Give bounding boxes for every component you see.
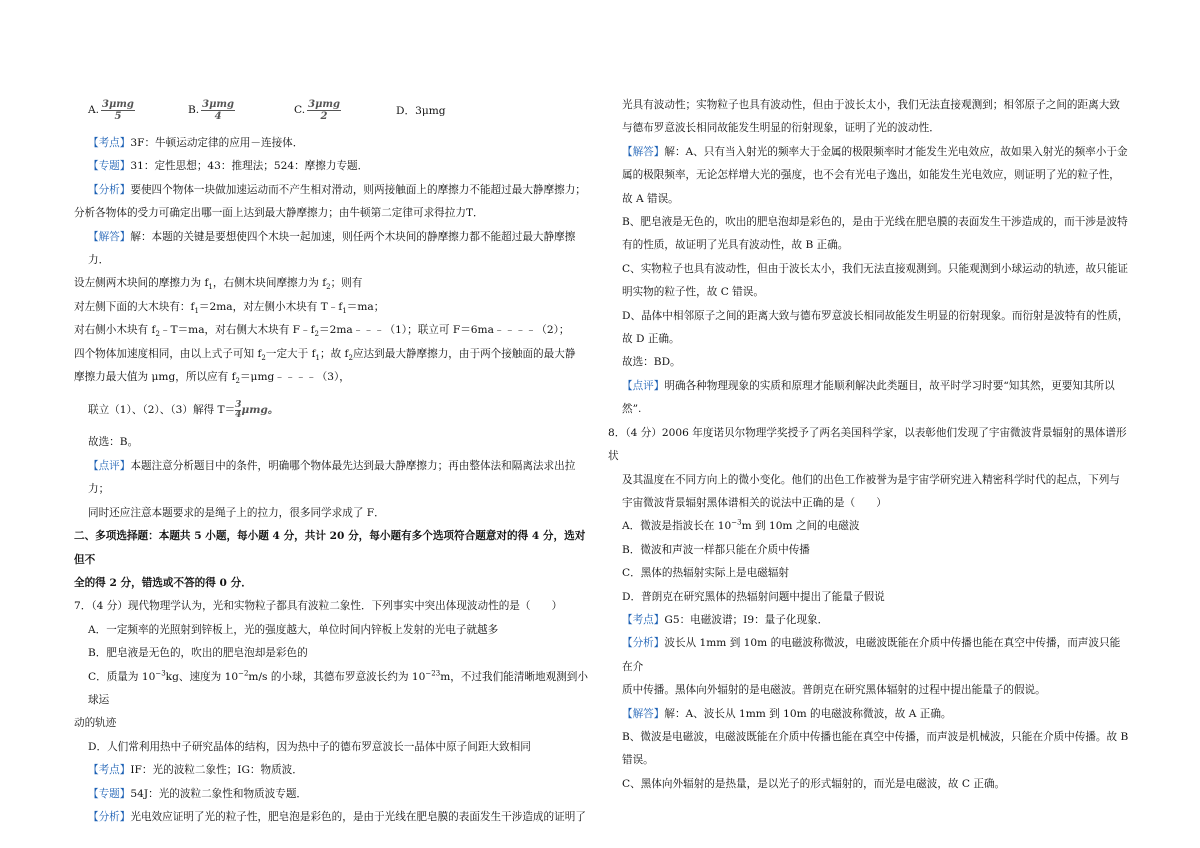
q8-kaodian [622,609,1130,632]
text: m 到 10m 之间的电磁波 [741,520,860,533]
q7-option-d: D．人们常利用热中子研究晶体的结构，因为热中子的德布罗意波长一晶体中原子间距大致相同 [88,740,531,753]
jieda-tag: 【解答】 [622,707,665,720]
fenxi-text: 光电效应证明了光的粒子性，肥皂泡是彩色的，是由于光线在肥皂膜的表面发生干涉造成的证明了 [130,810,586,823]
superscript: −23 [425,669,441,677]
num: 3 [235,399,242,410]
section2-heading: 二、多项选择题：本题共 5 小题，每小题 4 分，共计 20 分，每小题有多个选项符合题意对的得 4 分，选对但不 [74,530,586,566]
zhuanti-text: 31：定性思想；43：推理法；524：摩擦力专题． [130,160,369,173]
q7-jieda-a-end: 故 A 错误。 [622,192,679,205]
text: ﹣T＝ma，对右侧大木块有 F﹣f [159,324,315,337]
kaodian-text: IF：光的波粒二象性；IG：物质波． [130,764,303,777]
subscript: 1 [342,306,347,315]
q7-jieda-c-end: 明实物的粒子性，故 C 错误。 [622,286,764,299]
jieda-text: 解：A、波长从 1mm 到 10m 的电磁波称微波，故 A 正确。 [664,707,952,720]
q7-option-c [88,666,593,713]
jieda-tag: 【解答】 [622,145,665,158]
jieda-text: 解：A、只有当入射光的频率大于金属的极限频率时才能发生光电效应，故如果入射光的频率小于金 [664,145,1128,158]
text: kg、速度为 10 [165,670,239,683]
dianping-text: 本题注意分析题目中的条件，明确哪个物体最先达到最大静摩擦力；再由整体法和隔离法求出拉力； [88,459,576,496]
dianping-text: 明确各种物理现象的实质和原理才能顺利解决此类题目，故平时学习时要“知其然，更要知其所以 [664,379,1115,392]
zhuanti-tag: 【专题】 [88,160,131,173]
q8-stem: 8．（4 分）2006 年度诺贝尔物理学奖授予了两名美国科学家，以表彰他们发现了宇宙微波背景辐射的黑体谱形状 [608,426,1127,463]
result-tail: μmg。 [241,404,279,417]
q6-option-b [188,99,294,122]
q8-option-a [622,515,1130,538]
text: ＝ma； [346,300,385,313]
fenxi-tag: 【分析】 [88,183,131,196]
q8-option-d: D．普朗克在研究黑体的热辐射问题中提出了能量子假说 [622,590,885,603]
q7-jieda-d-end: 故 D 正确。 [622,333,680,346]
text: 四个物体加速度相同，由以上式子可知 f [74,347,262,360]
superscript: −2 [238,669,249,677]
fenxi-text: 波长从 1mm 到 10m 的电磁波称微波，电磁波既能在介质中传播也能在真空中传播，而声波只能在介 [622,637,1121,673]
q7-option-a: A．一定频率的光照射到锌板上，光的强度越大，单位时间内锌板上发射的光电子就越多 [88,623,499,636]
q7-kaodian [88,759,593,782]
kaodian-tag: 【考点】 [88,764,131,777]
q7-fenxi-cont-2: 与德布罗意波长相同故能发生明显的衍射现象，证明了光的波动性． [622,122,940,135]
subscript: 1 [315,353,320,362]
q6-zhuanti [88,155,593,178]
text: ＝2ma﹣﹣﹣（1）；联立可 F＝6ma﹣﹣﹣﹣（2）； [319,324,570,337]
jieda-text: 解：本题的关键是要想使四个木块一起加速，则任两个木块间的静摩擦力都不能超过最大静摩擦力． [88,230,576,267]
option-d-label: D．3μmg [396,104,446,117]
q7-jieda-b: B、肥皂液是无色的，吹出的肥皂泡却是彩色的，是由于光线在肥皂膜的表面发生干涉造成的，而干涉是波特 [622,216,1128,229]
dianping-tag: 【点评】 [622,379,665,392]
subscript: 2 [155,330,160,339]
option-a-num: 3μmg [102,98,134,110]
text: ；故 f [320,347,349,360]
option-a-fraction [101,99,135,122]
q7-option-b: B．肥皂液是无色的，吹出的肥皂泡却是彩色的 [88,647,308,660]
q8-jieda-c: C、黑体向外辐射的是热量，是以光子的形式辐射的，而光是电磁波，故 C 正确。 [622,777,1006,790]
text: ；则有 [330,277,363,290]
q7-zhuanti [88,783,593,806]
q8-jieda-b-end: 错误。 [622,754,654,767]
q6-kaodian [88,132,593,155]
q8-fenxi [622,632,1130,679]
text: m/s 的小球，其德布罗意波长约为 10 [248,670,426,683]
q8-fenxi-cont: 质中传播。黑体向外辐射的是电磁波。普朗克在研究黑体辐射的过程中提出能量子的假说。 [622,684,1046,697]
subscript: 1 [208,283,213,292]
q7-jieda-d: D、晶体中相邻原子之间的距离大致与德布罗意波长相同故能发生明显的衍射现象。而衍射是波特有的性质， [622,309,1129,322]
subscript: 2 [261,353,266,362]
kaodian-tag: 【考点】 [622,613,665,626]
q8-jieda-b: B、微波是电磁波，电磁波既能在介质中传播也能在真空中传播，而声波是机械波，只能在介质中传播。故 B [622,730,1129,743]
dianping-tag: 【点评】 [88,459,131,472]
text: 设左侧两木块间的摩擦力为 f [74,277,209,290]
text: 联立（1）、（2）、（3）解得 T＝ [88,404,236,417]
text: ，右侧木块间摩擦力为 f [212,277,327,290]
subscript: 2 [235,377,240,386]
right-column [608,94,1130,796]
q6-option-d [396,103,446,118]
q7-jieda-c: C、实物粒子也具有波动性，但由于波长太小，我们无法直接观测到。只能观测到小球运动的轨迹，故只能证 [622,262,1129,275]
zhuanti-text: 54J：光的波粒二象性和物质波专题． [130,787,308,800]
text: ＝2ma，对左侧小木块有 T﹣f [198,300,343,313]
zhuanti-tag: 【专题】 [88,787,131,800]
fenxi-text: 要使四个物体一块做加速运动而不产生相对滑动，则两接触面上的摩擦力不能超过最大静摩擦力； [130,183,586,196]
superscript: −3 [731,518,742,527]
text: m，不过我们能清晰地观测到小球运 [88,670,588,706]
text: 一定大于 f [265,347,316,360]
option-b-num: 3μmg [202,98,235,110]
q6-guxuan: 故选：B。 [88,436,139,449]
den: 4 [235,409,242,420]
superscript: −3 [155,669,166,677]
q6-fenxi-cont: 分析各物体的受力可确定出哪一面上达到最大静摩擦力；由牛顿第二定律可求得拉力T． [74,207,484,220]
kaodian-text: G5：电磁波谱；I9：量子化现象． [664,613,829,626]
option-c-label: C. [294,104,306,116]
q6-options-row [88,88,593,132]
q8-jieda [622,703,1130,726]
q7-dianping-cont: 然”. [622,403,642,416]
q7-dianping [622,375,1130,398]
option-b-label: B. [188,104,200,116]
q6-dianping-cont: 同时还应注意本题要求的是绳子上的拉力，很多同学求成了 F． [88,506,385,519]
q7-jieda-b-end: 有的性质，故证明了光具有波动性，故 B 正确。 [622,239,849,252]
text: A．微波是指波长在 10 [622,520,732,533]
q6-line-b [74,296,593,319]
option-b-fraction [201,99,235,122]
subscript: 2 [348,353,353,362]
section2-heading-cont: 全的得 2 分，错选或不答的得 0 分． [74,576,252,589]
text: ＝μmg﹣﹣﹣﹣（3）， [239,371,350,384]
kaodian-text: 3F：牛顿运动定律的应用－连接体． [130,137,304,149]
q6-lianli [88,395,593,425]
q6-line-c [74,319,593,342]
q7-fenxi [88,806,593,829]
option-c-den: 2 [320,110,328,122]
q7-fenxi-cont-1: 光具有波动性；实物粒子也具有波动性，但由于波长太小，我们无法直接观测到；相邻原子之间的距离大致 [622,99,1120,111]
jieda-tag: 【解答】 [88,230,131,243]
q7-jieda-cont: 属的极限频率，无论怎样增大光的强度，也不会有光电子逸出，如能发生光电效应，则证明了光的粒子性， [622,169,1120,182]
text: 对左侧下面的大木块有：f [74,300,195,313]
subscript: 2 [326,283,331,292]
q6-fenxi [88,179,593,202]
fenxi-tag: 【分析】 [88,810,131,823]
q7-guxuan: 故选：BD。 [622,356,681,369]
q6-jieda [88,226,593,273]
option-c-num: 3μmg [308,98,340,110]
subscript: 2 [314,330,319,339]
text: 摩擦力最大值为 μmg，所以应有 f [74,371,236,384]
option-a-den: 5 [114,110,122,122]
q6-dianping [88,455,593,502]
q7-option-c-cont: 动的轨迹 [74,717,117,730]
fenxi-tag: 【分析】 [622,637,665,650]
q6-line-d [74,343,593,366]
q6-line-e [74,366,593,389]
q8-option-b: B．微波和声波一样都只能在介质中传播 [622,543,810,556]
option-c-fraction [307,99,341,122]
q8-stem-cont-1: 及其温度在不同方向上的微小变化。他们的出色工作被誉为是宇宙学研究进入精密科学时代的起点，下列与 [622,473,1120,486]
left-column [74,88,593,829]
subscript: 1 [194,306,199,315]
text: C．质量为 10 [88,670,156,683]
option-a-label: A. [88,104,100,116]
kaodian-tag: 【考点】 [88,137,131,149]
q6-option-c [294,99,396,122]
text: 应达到最大静摩擦力，由于两个接触面的最大静 [352,347,576,360]
q7-stem: 7．（4 分）现代物理学认为，光和实物粒子都具有波粒二象性．下列事实中突出体现波动性的是（ ） [74,600,563,613]
q8-option-c: C．黑体的热辐射实际上是电磁辐射 [622,567,790,580]
option-b-den: 4 [214,110,222,122]
text: 对右侧小木块有 f [74,324,156,337]
q8-stem-cont-2: 宇宙微波背景辐射黑体谱相关的说法中正确的是（ ） [622,496,887,509]
q7-jieda [622,141,1130,164]
q6-line-a [74,272,593,295]
q6-option-a [88,99,188,122]
